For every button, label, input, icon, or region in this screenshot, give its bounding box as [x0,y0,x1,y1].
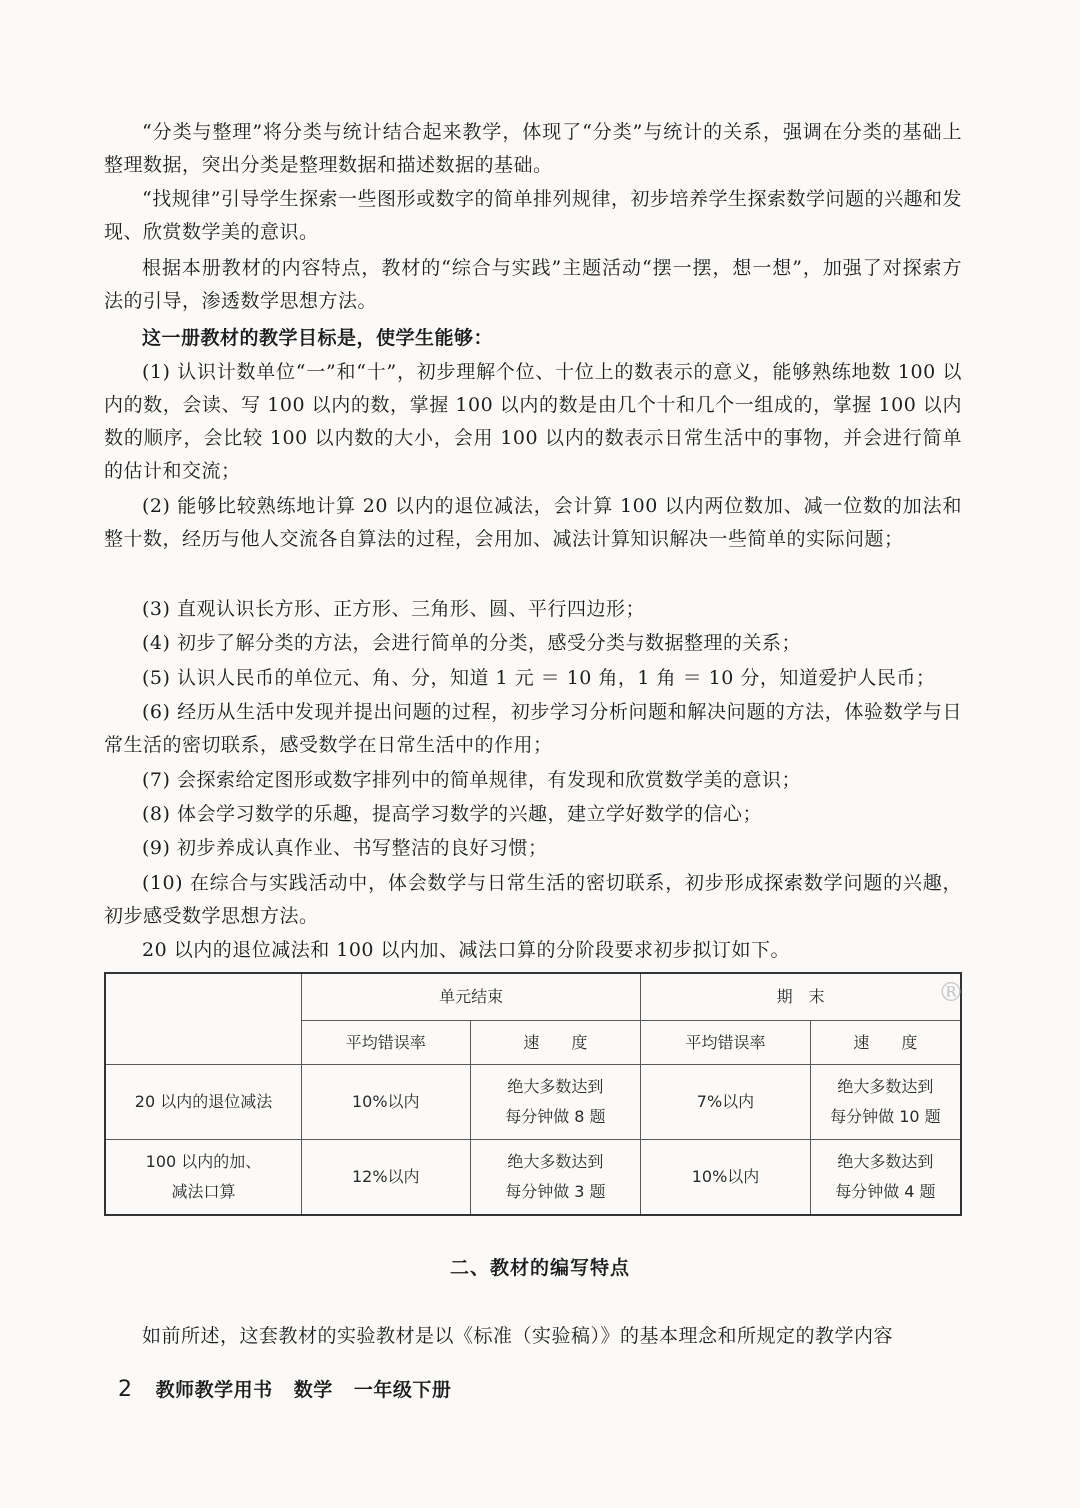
section-heading: 二、教材的编写特点 [449,1257,630,1279]
goal-item-10: (10) 在综合与实践活动中，体会数学与日常生活的密切联系，初步形成探索数学问题的兴趣，初步感受数学思想方法。 [104,872,962,927]
table-corner-cell [105,973,301,1065]
requirements-table [104,972,962,1216]
table-cell: 绝大多数达到 每分钟做 8 题 [470,1065,641,1140]
book-title: 教师教学用书 [155,1379,273,1401]
grade-label: 一年级下册 [353,1379,452,1401]
paragraph-classification: “分类与整理”将分类与统计结合起来教学，体现了“分类”与统计的关系，强调在分类的基础上整理数据，突出分类是整理数据和描述数据的基础。 [104,121,962,176]
table-row [105,1065,961,1140]
registered-mark-watermark: ® [938,978,964,1008]
goal-item-6: (6) 经历从生活中发现并提出问题的过程，初步学习分析问题和解决问题的方法，体验数学与日常生活的密切联系，感受数学在日常生活中的作用； [104,701,962,756]
row-label: 20 以内的退位减法 [105,1065,301,1140]
goal-item-8: (8) 体会学习数学的乐趣，提高学习数学的兴趣，建立学好数学的信心； [142,803,762,825]
goal-item-3: (3) 直观认识长方形、正方形、三角形、圆、平行四边形； [142,598,645,620]
table-row [105,1140,961,1216]
goal-item-1: (1) 认识计数单位“一”和“十”，初步理解个位、十位上的数表示的意义，能够熟练地数 100 以内的数，会读、写 100 以内的数，掌握 100 以内的数是由几个十和几个一组成的，掌握 100 以内数的顺序，会比较 100 以内数的大小，会用 100 以内的数表示日常生活中的事物，并会进行简单的估计和交流； [104,361,962,482]
goal-item-7: (7) 会探索给定图形或数字排列中的简单规律，有发现和欣赏数学美的意识； [142,769,801,791]
paragraph-table-intro: 20 以内的退位减法和 100 以内加、减法口算的分阶段要求初步拟订如下。 [142,939,791,961]
subheader-error-rate: 平均错误率 [301,1021,470,1065]
goal-item-2: (2) 能够比较熟练地计算 20 以内的退位减法，会计算 100 以内两位数加、减一位数的加法和整十数，经历与他人交流各自算法的过程，会用加、减法计算知识解决一些简单的实际问题； [104,495,962,550]
table-cell: 7%以内 [641,1065,811,1140]
table-cell: 10%以内 [301,1065,470,1140]
paragraph-closing: 如前所述，这套教材的实验教材是以《标准（实验稿）》的基本理念和所规定的教学内容 [142,1325,894,1347]
header-unit-end: 单元结束 [301,973,640,1021]
goal-item-5: (5) 认识人民币的单位元、角、分，知道 1 元 ＝ 10 角，1 角 ＝ 10 分，知道爱护人民币； [142,667,936,689]
goal-item-9: (9) 初步养成认真作业、书写整洁的良好习惯； [142,837,548,859]
page-number: 2 [118,1377,133,1402]
goal-item-4: (4) 初步了解分类的方法，会进行简单的分类，感受分类与数据整理的关系； [142,632,801,654]
table-cell: 12%以内 [301,1140,470,1216]
row-label: 100 以内的加、 减法口算 [105,1140,301,1216]
table-cell: 绝大多数达到 每分钟做 3 题 [470,1140,641,1216]
subheader-speed: 速 度 [470,1021,641,1065]
table-cell: 绝大多数达到 每分钟做 4 题 [810,1140,961,1216]
table-cell: 10%以内 [641,1140,811,1216]
table-cell: 绝大多数达到 每分钟做 10 题 [810,1065,961,1140]
subject-label: 数学 [293,1379,333,1401]
paragraph-find-pattern: “找规律”引导学生探索一些图形或数字的简单排列规律，初步培养学生探索数学问题的兴趣和发现、欣赏数学美的意识。 [104,188,962,243]
page-footer [118,1375,451,1402]
subheader-error-rate: 平均错误率 [641,1021,811,1065]
header-term-end: 期 末 [641,973,961,1021]
paragraph-goals-intro: 这一册教材的教学目标是，使学生能够： [142,327,494,349]
paragraph-practice: 根据本册教材的内容特点，教材的“综合与实践”主题活动“摆一摆，想一想”，加强了对探索方法的引导，渗透数学思想方法。 [104,257,962,312]
subheader-speed: 速 度 [810,1021,961,1065]
